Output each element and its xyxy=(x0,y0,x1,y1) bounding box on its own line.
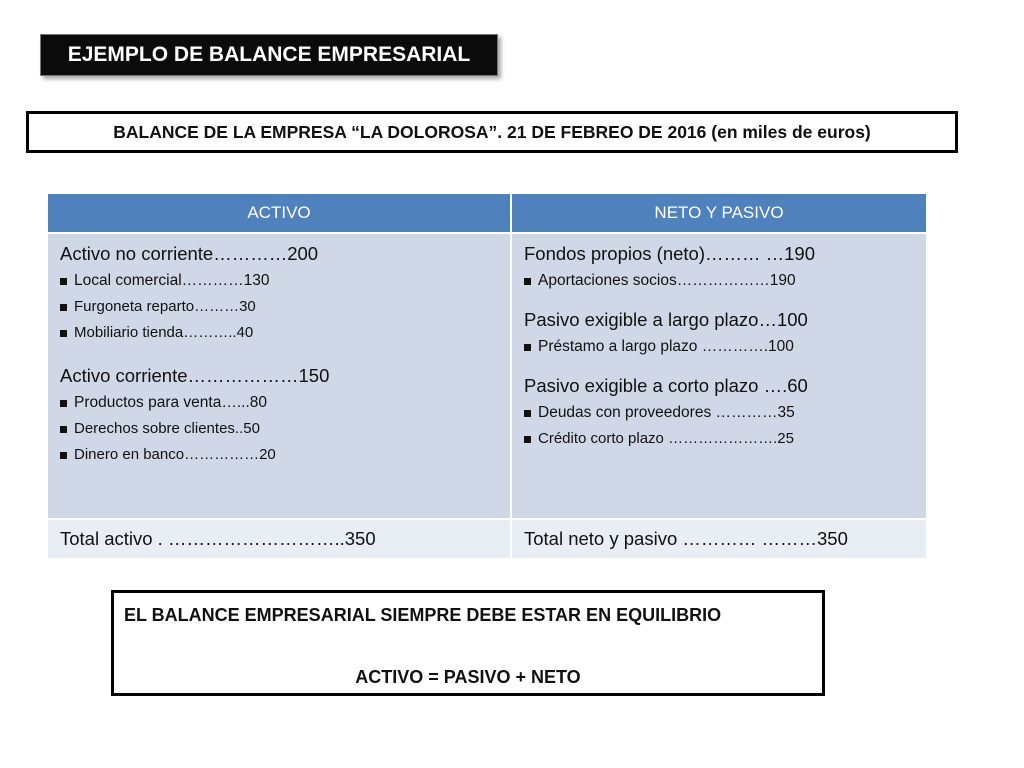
square-bullet-icon xyxy=(524,436,531,443)
item-text: Deudas con proveedores …………35 xyxy=(538,404,795,421)
square-bullet-icon xyxy=(60,304,67,311)
list-item xyxy=(524,400,916,426)
list-item xyxy=(524,334,916,360)
list-item xyxy=(524,426,916,452)
square-bullet-icon xyxy=(524,410,531,417)
item-text: Préstamo a largo plazo ………….100 xyxy=(538,338,794,355)
pasivo-corto-plazo-list xyxy=(524,400,916,452)
item-text: Aportaciones socios………………190 xyxy=(538,272,796,289)
pasivo-largo-plazo-list xyxy=(524,334,916,360)
balance-subtitle xyxy=(26,111,958,153)
item-text: Crédito corto plazo ………………….25 xyxy=(538,430,794,447)
pasivo-corto-plazo-heading: Pasivo exigible a corto plazo ….60 xyxy=(524,375,808,396)
page-title-text: EJEMPLO DE BALANCE EMPRESARIAL xyxy=(67,43,471,66)
square-bullet-icon xyxy=(60,426,67,433)
item-text: Furgoneta reparto………30 xyxy=(74,298,256,315)
activo-corriente-heading: Activo corriente………………150 xyxy=(60,365,330,386)
column-header-activo: ACTIVO xyxy=(47,193,511,233)
balance-subtitle-text: BALANCE DE LA EMPRESA “LA DOLOROSA”. 21 DE FEBREO DE 2016 (en miles de euros) xyxy=(113,121,871,142)
square-bullet-icon xyxy=(60,278,67,285)
list-item xyxy=(524,268,916,294)
activo-no-corriente-list xyxy=(60,268,500,346)
square-bullet-icon xyxy=(60,330,67,337)
total-neto-pasivo: Total neto y pasivo ………… ………350 xyxy=(511,519,927,559)
total-activo: Total activo . ………………………..350 xyxy=(47,519,511,559)
list-item xyxy=(60,294,500,320)
square-bullet-icon xyxy=(60,400,67,407)
list-item xyxy=(60,416,500,442)
fondos-propios-heading: Fondos propios (neto)……… …190 xyxy=(524,243,815,264)
item-text: Local comercial…………130 xyxy=(74,272,270,289)
balance-table xyxy=(46,192,928,560)
item-text: Productos para venta…...80 xyxy=(74,394,268,411)
item-text: Mobiliario tienda………..40 xyxy=(74,324,254,341)
table-header-row xyxy=(47,193,927,233)
neto-pasivo-cell xyxy=(511,233,927,519)
fondos-propios-list xyxy=(524,268,916,294)
item-text: Dinero en banco……………20 xyxy=(74,446,276,463)
note-line-1: EL BALANCE EMPRESARIAL SIEMPRE DEBE ESTAR EN EQUILIBRIO xyxy=(124,605,722,625)
equilibrium-note xyxy=(111,590,825,696)
square-bullet-icon xyxy=(524,344,531,351)
list-item xyxy=(60,320,500,346)
pasivo-largo-plazo-heading: Pasivo exigible a largo plazo…100 xyxy=(524,309,808,330)
list-item xyxy=(60,390,500,416)
square-bullet-icon xyxy=(524,278,531,285)
note-line-2: ACTIVO = PASIVO + NETO xyxy=(355,667,581,687)
activo-no-corriente-heading: Activo no corriente…………200 xyxy=(60,243,319,264)
list-item xyxy=(60,442,500,468)
item-text: Derechos sobre clientes..50 xyxy=(74,420,260,437)
list-item xyxy=(60,268,500,294)
activo-cell xyxy=(47,233,511,519)
page-title xyxy=(40,34,498,76)
square-bullet-icon xyxy=(60,452,67,459)
column-header-neto-pasivo: NETO Y PASIVO xyxy=(511,193,927,233)
table-total-row xyxy=(47,519,927,559)
table-body-row xyxy=(47,233,927,519)
activo-corriente-list xyxy=(60,390,500,468)
